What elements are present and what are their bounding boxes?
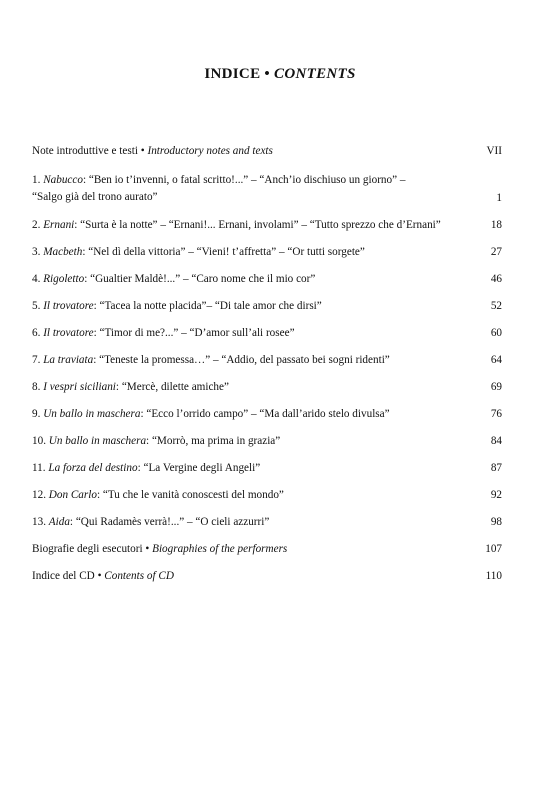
entry-text: “Surta è la notte” – “Ernani!... Ernani, involami” – “Tutto sprezzo che d’Ernani”: [80, 219, 441, 231]
entry-number: 5.: [32, 300, 44, 312]
entry-text: “Ecco l’orrido campo” – “Ma dall’arido stelo divulsa”: [146, 408, 390, 420]
entry-label-it: Indice del CD: [32, 570, 95, 582]
entry-page: 107: [485, 543, 502, 555]
entry-text: “La Vergine degli Angeli”: [143, 462, 261, 474]
entry-page: 60: [490, 327, 502, 339]
entry-colon: :: [96, 489, 103, 501]
entry-page: 1: [496, 192, 502, 204]
entry-number: 9.: [32, 408, 44, 420]
entry-page: 18: [490, 219, 502, 231]
entry-text: “Teneste la promessa…” – “Addio, del passato bei sogni ridenti”: [99, 354, 390, 366]
entry-text: “Qui Radamès verrà!...” – “O cieli azzurri”: [75, 516, 270, 528]
entry-text: “Morrò, ma prima in grazia”: [151, 435, 281, 447]
entry-text-line1: “Ben io t’invenni, o fatal scritto!...” – “Anch’io dischiuso un giorno” –: [88, 174, 406, 186]
entry-text: “Gualtier Maldè!...” – “Caro nome che il mio cor”: [90, 273, 316, 285]
entry-text-line2: “Salgo già del trono aurato”: [32, 191, 158, 203]
entry-label-en: Contents of CD: [104, 570, 174, 582]
entry-colon: :: [93, 354, 100, 366]
entry-colon: :: [82, 246, 89, 258]
entry-number: 12.: [32, 489, 49, 501]
toc-entry-13: [32, 514, 502, 530]
entry-opera: Un ballo in maschera: [43, 408, 141, 420]
entry-label-en: Biographies of the performers: [152, 543, 288, 555]
toc-entry-11: [32, 460, 502, 476]
title-separator: •: [260, 66, 275, 82]
entry-colon: :: [69, 516, 76, 528]
entry-number: 3.: [32, 246, 44, 258]
entry-number: 7.: [32, 354, 44, 366]
title-main: INDICE: [204, 66, 261, 82]
entry-page: 87: [490, 462, 502, 474]
entry-label-en: Introductory notes and texts: [147, 145, 273, 157]
entry-number: 6.: [32, 327, 44, 339]
entry-number: 2.: [32, 219, 44, 231]
toc-entry-7: [32, 352, 502, 368]
entry-page: VII: [486, 145, 502, 157]
entry-separator: •: [137, 145, 148, 157]
toc-entry-9: [32, 406, 502, 422]
entry-colon: :: [74, 219, 81, 231]
entry-page: 27: [490, 246, 502, 258]
entry-page: 76: [490, 408, 502, 420]
entry-opera: La traviata: [43, 354, 94, 366]
entry-opera: I vespri siciliani: [43, 381, 116, 393]
entry-colon: :: [82, 174, 89, 186]
entry-opera: Macbeth: [43, 246, 83, 258]
entry-text: “Mercè, dilette amiche”: [121, 381, 229, 393]
entry-separator: •: [142, 543, 153, 555]
entry-number: 4.: [32, 273, 44, 285]
toc-entry-cd: [32, 568, 502, 584]
toc-entry-bios: [32, 541, 502, 557]
entry-colon: :: [146, 435, 152, 447]
entry-colon: :: [84, 273, 91, 285]
page-title: [0, 66, 560, 83]
entry-page: 52: [490, 300, 502, 312]
entry-opera: Il trovatore: [43, 327, 94, 339]
entry-number: 8.: [32, 381, 44, 393]
entry-opera: Aida: [48, 516, 70, 528]
entry-colon: :: [93, 300, 100, 312]
toc-entry-12: [32, 487, 502, 503]
entry-colon: :: [115, 381, 122, 393]
entry-number: 11.: [32, 462, 49, 474]
toc-entry-intro: [32, 143, 502, 159]
entry-opera: Rigoletto: [43, 273, 85, 285]
toc-entry-1: [32, 172, 502, 206]
toc-entry-8: [32, 379, 502, 395]
entry-page: 64: [490, 354, 502, 366]
entry-opera: Il trovatore: [43, 300, 94, 312]
toc-entry-2: [32, 217, 502, 233]
entry-label-it: Note introduttive e testi: [32, 145, 138, 157]
entry-page: 98: [490, 516, 502, 528]
toc-entry-6: [32, 325, 502, 341]
toc-entry-10: [32, 433, 502, 449]
entry-opera: La forza del destino: [48, 462, 138, 474]
entry-number: 13.: [32, 516, 49, 528]
entry-page: 110: [485, 570, 502, 582]
title-alt: CONTENTS: [274, 66, 356, 82]
toc-entry-4: [32, 271, 502, 287]
toc-entry-3: [32, 244, 502, 260]
entry-text: “Nel dì della vittoria” – “Vieni! t’affretta” – “Or tutti sorgete”: [88, 246, 365, 258]
entry-opera: Ernani: [43, 219, 75, 231]
entry-colon: :: [93, 327, 100, 339]
entry-colon: :: [137, 462, 144, 474]
entry-page: 92: [490, 489, 502, 501]
entry-page: 69: [490, 381, 502, 393]
table-of-contents: [32, 143, 502, 595]
entry-separator: •: [94, 570, 105, 582]
entry-opera: Don Carlo: [48, 489, 97, 501]
entry-text: “Tacea la notte placida”– “Di tale amor che dirsi”: [99, 300, 322, 312]
entry-colon: :: [140, 408, 147, 420]
toc-entry-5: [32, 298, 502, 314]
entry-label-it: Biografie degli esecutori: [32, 543, 143, 555]
entry-text: “Timor di me?...” – “D’amor sull’ali rosee”: [99, 327, 295, 339]
entry-number: 10.: [32, 435, 49, 447]
entry-opera: Nabucco: [43, 174, 83, 186]
entry-number: 1.: [32, 174, 44, 186]
entry-opera: Un ballo in maschera: [48, 435, 147, 447]
entry-text: “Tu che le vanità conoscesti del mondo”: [102, 489, 284, 501]
entry-page: 84: [490, 435, 502, 447]
entry-page: 46: [490, 273, 502, 285]
